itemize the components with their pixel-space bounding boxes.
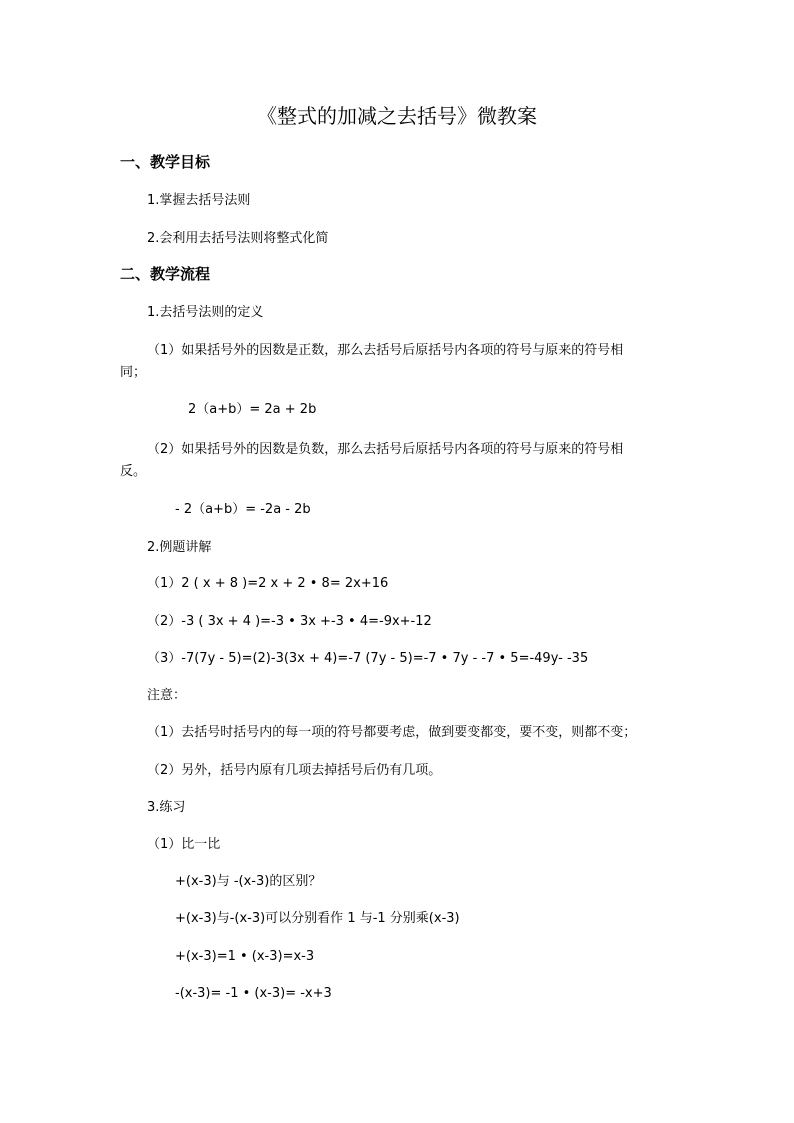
example-item-1: （1）2 ( x + 8 )=2 x + 2 • 8= 2x+16 xyxy=(147,576,389,591)
goal-item-1: 1.掌握去括号法则 xyxy=(147,193,251,208)
document-title: 《整式的加减之去括号》微教案 xyxy=(257,104,537,128)
note-item-2: （2）另外，括号内原有几项去掉括号后仍有几项。 xyxy=(147,763,442,778)
step-2-heading: 2.例题讲解 xyxy=(147,540,212,555)
rule-2-line-2: 反。 xyxy=(120,464,147,479)
rule-1-line-2: 同； xyxy=(120,365,147,380)
rule-1-example: 2（a+b）= 2a + 2b xyxy=(188,402,317,417)
section-heading-process: 二、教学流程 xyxy=(120,265,211,283)
example-item-2: （2）-3 ( 3x + 4 )=-3 • 3x +-3 • 4=-9x+-12 xyxy=(147,614,432,629)
step-3-heading: 3.练习 xyxy=(147,800,186,815)
compare-answer: +(x-3)与-(x-3)可以分别看作 1 与-1 分别乘(x-3) xyxy=(175,911,460,926)
example-item-3: （3）-7(7y - 5)=(2)-3(3x + 4)=-7 (7y - 5)=-7 • 7y - -7 • 5=-49y- -35 xyxy=(147,651,589,666)
rule-2-example: - 2（a+b）= -2a - 2b xyxy=(175,502,311,517)
compare-question: +(x-3)与 -(x-3)的区别？ xyxy=(175,874,322,889)
rule-1-line-1: （1）如果括号外的因数是正数，那么去括号后原括号内各项的符号与原来的符号相 xyxy=(147,343,624,358)
step-1-heading: 1.去括号法则的定义 xyxy=(147,305,264,320)
note-item-1: （1）去括号时括号内的每一项的符号都要考虑，做到要变都变，要不变，则都不变； xyxy=(147,725,637,740)
compare-negative: -(x-3)= -1 • (x-3)= -x+3 xyxy=(175,986,332,1001)
note-label: 注意： xyxy=(147,688,187,703)
rule-2-line-1: （2）如果括号外的因数是负数，那么去括号后原括号内各项的符号与原来的符号相 xyxy=(147,442,624,457)
goal-item-2: 2.会利用去括号法则将整式化简 xyxy=(147,231,329,246)
section-heading-goals: 一、教学目标 xyxy=(120,153,211,171)
practice-item-1: （1）比一比 xyxy=(147,837,221,852)
compare-positive: +(x-3)=1 • (x-3)=x-3 xyxy=(175,949,315,964)
